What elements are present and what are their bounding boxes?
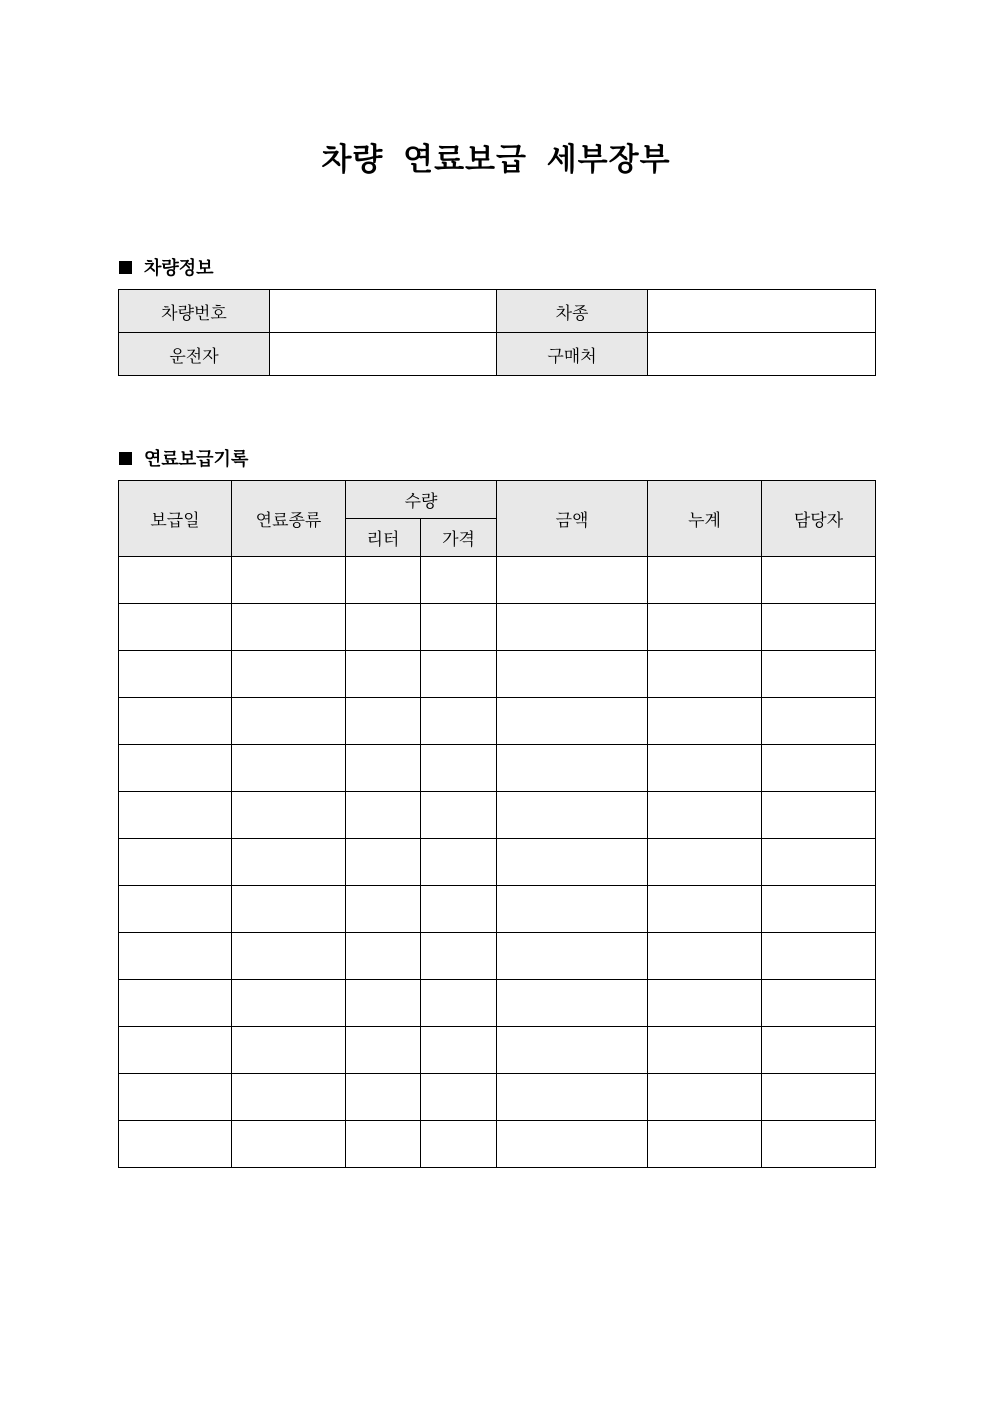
liter-cell[interactable] [346,604,421,651]
date-header: 보급일 [119,481,232,557]
fuel-type-cell[interactable] [232,651,346,698]
manager-cell[interactable] [762,651,876,698]
manager-cell[interactable] [762,980,876,1027]
driver-label: 운전자 [119,333,270,376]
date-cell[interactable] [119,839,232,886]
amount-cell[interactable] [497,933,648,980]
cumulative-cell[interactable] [648,698,762,745]
cumulative-cell[interactable] [648,1074,762,1121]
cumulative-cell[interactable] [648,1121,762,1168]
date-cell[interactable] [119,980,232,1027]
fuel-type-cell[interactable] [232,745,346,792]
price-cell[interactable] [421,1027,497,1074]
table-row [119,557,876,604]
cumulative-header: 누계 [648,481,762,557]
model-value[interactable] [648,290,876,333]
amount-cell[interactable] [497,651,648,698]
amount-cell[interactable] [497,1121,648,1168]
fuel-type-cell[interactable] [232,839,346,886]
amount-cell[interactable] [497,886,648,933]
liter-cell[interactable] [346,745,421,792]
table-row [119,792,876,839]
table-row [119,933,876,980]
liter-cell[interactable] [346,557,421,604]
amount-cell[interactable] [497,792,648,839]
amount-cell[interactable] [497,604,648,651]
manager-cell[interactable] [762,1121,876,1168]
table-row [119,839,876,886]
vehicle-info-row [119,333,876,376]
date-cell[interactable] [119,933,232,980]
vehicle-info-heading-text: 차량정보 [144,258,214,279]
liter-cell[interactable] [346,1121,421,1168]
manager-cell[interactable] [762,698,876,745]
manager-cell[interactable] [762,839,876,886]
manager-cell[interactable] [762,933,876,980]
amount-cell[interactable] [497,698,648,745]
price-cell[interactable] [421,1121,497,1168]
cumulative-cell[interactable] [648,557,762,604]
cumulative-cell[interactable] [648,886,762,933]
liter-cell[interactable] [346,980,421,1027]
manager-cell[interactable] [762,886,876,933]
table-row [119,1074,876,1121]
amount-cell[interactable] [497,980,648,1027]
price-cell[interactable] [421,604,497,651]
manager-header: 담당자 [762,481,876,557]
liter-cell[interactable] [346,933,421,980]
cumulative-cell[interactable] [648,933,762,980]
manager-cell[interactable] [762,792,876,839]
date-cell[interactable] [119,651,232,698]
square-bullet-icon [119,261,132,274]
liter-cell[interactable] [346,792,421,839]
manager-cell[interactable] [762,557,876,604]
fuel-type-cell[interactable] [232,1121,346,1168]
model-label: 차종 [497,290,648,333]
purchase-value[interactable] [648,333,876,376]
manager-cell[interactable] [762,1027,876,1074]
table-row [119,1121,876,1168]
date-cell[interactable] [119,557,232,604]
price-cell[interactable] [421,557,497,604]
page-title: 차량 연료보급 세부장부 [321,142,671,178]
amount-cell[interactable] [497,1027,648,1074]
date-cell[interactable] [119,698,232,745]
vehicle-info-table [118,289,876,376]
date-cell[interactable] [119,792,232,839]
purchase-label: 구매처 [497,333,648,376]
date-cell[interactable] [119,1074,232,1121]
quantity-header: 수량 [346,481,497,519]
table-row [119,886,876,933]
date-cell[interactable] [119,604,232,651]
cumulative-cell[interactable] [648,604,762,651]
cumulative-cell[interactable] [648,651,762,698]
fuel-type-cell[interactable] [232,792,346,839]
manager-cell[interactable] [762,1074,876,1121]
table-row [119,1027,876,1074]
fuel-log-heading-text: 연료보급기록 [144,449,249,470]
fuel-log-table [118,480,876,1168]
fuel-type-cell[interactable] [232,886,346,933]
price-cell[interactable] [421,745,497,792]
date-cell[interactable] [119,745,232,792]
price-cell[interactable] [421,651,497,698]
fuel-type-cell[interactable] [232,1027,346,1074]
price-header: 가격 [421,519,497,557]
manager-cell[interactable] [762,745,876,792]
price-cell[interactable] [421,698,497,745]
liter-header: 리터 [346,519,421,557]
plate-value[interactable] [270,290,497,333]
amount-header: 금액 [497,481,648,557]
table-row [119,698,876,745]
fuel-type-cell[interactable] [232,1074,346,1121]
amount-cell[interactable] [497,839,648,886]
table-row [119,604,876,651]
cumulative-cell[interactable] [648,792,762,839]
amount-cell[interactable] [497,1074,648,1121]
liter-cell[interactable] [346,839,421,886]
fuel-type-cell[interactable] [232,980,346,1027]
date-cell[interactable] [119,1121,232,1168]
fuel-log-header-row [119,481,876,519]
fuel-type-cell[interactable] [232,604,346,651]
date-cell[interactable] [119,886,232,933]
vehicle-info-row [119,290,876,333]
liter-cell[interactable] [346,698,421,745]
cumulative-cell[interactable] [648,839,762,886]
cumulative-cell[interactable] [648,745,762,792]
price-cell[interactable] [421,1074,497,1121]
liter-cell[interactable] [346,1027,421,1074]
price-cell[interactable] [421,933,497,980]
liter-cell[interactable] [346,651,421,698]
liter-cell[interactable] [346,1074,421,1121]
liter-cell[interactable] [346,886,421,933]
price-cell[interactable] [421,886,497,933]
amount-cell[interactable] [497,557,648,604]
fuel-type-cell[interactable] [232,557,346,604]
plate-label: 차량번호 [119,290,270,333]
fuel-type-cell[interactable] [232,698,346,745]
fuel-type-header: 연료종류 [232,481,346,557]
amount-cell[interactable] [497,745,648,792]
table-row [119,745,876,792]
price-cell[interactable] [421,839,497,886]
price-cell[interactable] [421,792,497,839]
table-row [119,651,876,698]
square-bullet-icon [119,452,132,465]
price-cell[interactable] [421,980,497,1027]
driver-value[interactable] [270,333,497,376]
cumulative-cell[interactable] [648,1027,762,1074]
date-cell[interactable] [119,1027,232,1074]
fuel-type-cell[interactable] [232,933,346,980]
cumulative-cell[interactable] [648,980,762,1027]
table-row [119,980,876,1027]
fuel-log-heading [119,445,248,471]
vehicle-info-heading [119,254,214,280]
manager-cell[interactable] [762,604,876,651]
